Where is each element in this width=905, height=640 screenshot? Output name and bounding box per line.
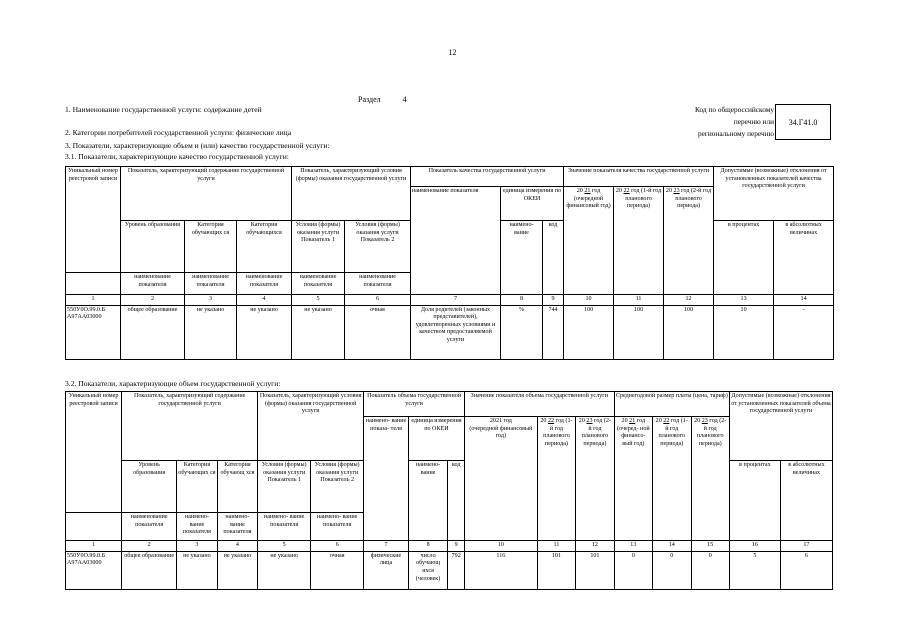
col-value-header: Значение показателя качества государственной услуги xyxy=(564,167,714,187)
nm-cell: наимено- вание показателя xyxy=(177,513,218,541)
unit-header: единица измерения по ОКЕИ xyxy=(408,417,464,461)
cell: 10 xyxy=(714,305,774,359)
unit-header: единица измерения по ОКЕИ xyxy=(501,187,564,221)
col-unique-header: Уникальный номер реестровой записи xyxy=(66,392,122,513)
cell: не указано xyxy=(258,551,311,589)
col-number: 1 xyxy=(66,295,121,306)
nm-cell: наименование показателя xyxy=(122,513,177,541)
col-number: 14 xyxy=(653,541,691,552)
fee-year2-header: 20 22 год (1-й год планового периода) xyxy=(653,417,691,541)
cell: очная xyxy=(345,305,411,359)
cond-spacer xyxy=(292,187,411,221)
number-row xyxy=(66,541,833,552)
section-heading xyxy=(358,95,407,104)
col-number: 12 xyxy=(576,541,614,552)
col-number: 2 xyxy=(121,295,185,306)
cell: Доля родителей (законных представителей), удовлетворенных условиями и качеством предоставляемой услуги xyxy=(411,305,501,359)
sub-cond1: Условия (формы) оказания услуги Показатель 1 xyxy=(258,461,311,513)
cell: 550У0О.99.0.Б А97АА03000 xyxy=(66,305,121,359)
vol-year1-header: 2021 год (очередной финансовый год) xyxy=(465,417,538,541)
cell: число обучающ ихся (человек) xyxy=(408,551,447,589)
cell: очная xyxy=(311,551,364,589)
cell: 5 xyxy=(729,551,780,589)
col-number: 10 xyxy=(465,541,538,552)
cell: не указано xyxy=(237,305,292,359)
cell: 6 xyxy=(780,551,832,589)
col-number: 8 xyxy=(501,295,543,306)
code-box: 34.Г41.0 xyxy=(775,104,831,140)
dev-abs: в абсолютных величинах xyxy=(774,221,834,295)
nm-cell: наименование показателя xyxy=(185,273,237,295)
col-number: 4 xyxy=(217,541,258,552)
cell: не указано xyxy=(292,305,345,359)
nm-cell: наимено- вание показателя xyxy=(217,513,258,541)
volume-title: 3.2. Показатели, характеризующие объем государственной услуги: xyxy=(65,379,281,388)
col-number: 1 xyxy=(66,541,122,552)
cell: - xyxy=(774,305,834,359)
nm-cell: наименование показателя xyxy=(345,273,411,295)
col-number: 6 xyxy=(311,541,364,552)
number-row xyxy=(66,295,834,306)
cond-spacer xyxy=(258,417,364,461)
col-number: 10 xyxy=(564,295,614,306)
col-number: 2 xyxy=(122,541,177,552)
dev-abs: в абсолютных величинах xyxy=(780,461,832,541)
cell: 792 xyxy=(448,551,465,589)
col-number: 4 xyxy=(237,295,292,306)
dev-pct: в процентах xyxy=(729,461,780,541)
cell: 550У0О.99.0.Б А97АА03000 xyxy=(66,551,122,589)
cell: общее образование xyxy=(121,305,185,359)
nm-cell: наименование показателя xyxy=(121,273,185,295)
cell: не указано xyxy=(217,551,258,589)
col-number: 7 xyxy=(364,541,409,552)
section-number: 4 xyxy=(402,95,407,104)
sub-code: код xyxy=(448,461,465,541)
cell: 100 xyxy=(564,305,614,359)
col-number: 14 xyxy=(774,295,834,306)
cell: 101 xyxy=(576,551,614,589)
col-number: 6 xyxy=(345,295,411,306)
col-number: 9 xyxy=(448,541,465,552)
nm-cell: наимено- вание показателя xyxy=(258,513,311,541)
col-number: 8 xyxy=(408,541,447,552)
ind-name-header: наимено- вание показа- теля xyxy=(364,417,409,541)
col-number: 11 xyxy=(614,295,664,306)
content-spacer xyxy=(121,187,292,221)
cell: 0 xyxy=(691,551,729,589)
col-number: 12 xyxy=(664,295,714,306)
col-unique-header: Уникальный номер реестровой записи xyxy=(66,167,121,273)
col-dev-header: Допустимые (возможные) отклонения от установленных показателей качества государственной услуги xyxy=(714,167,834,221)
vol-year2-header: 20 22 год (1-й год планового периода) xyxy=(537,417,575,541)
sub-cat1: Категория обучающих ся xyxy=(177,461,218,513)
col-number: 7 xyxy=(411,295,501,306)
col-number: 15 xyxy=(691,541,729,552)
col-number: 17 xyxy=(780,541,832,552)
col-cond-header: Показатель, характеризующий условия (формы) оказания государственной услуги xyxy=(292,167,411,187)
cell: физические лица xyxy=(364,551,409,589)
unique-spacer xyxy=(66,273,121,295)
sub-cat2: Категория обучающ хся xyxy=(217,461,258,513)
nm-cell: наимено- вание показателя xyxy=(311,513,364,541)
service-name: 1. Наименование государственной услуги: содержание детей xyxy=(65,105,262,114)
col-fee-header: Среднегодовой размер платы (цена, тариф) xyxy=(614,392,729,417)
quality-table xyxy=(65,166,834,360)
fee-year1-header: 20 21 год (очеред- ной финансо- вый год) xyxy=(614,417,652,541)
col-vol-header: Показатель объема государственной услуги xyxy=(364,392,465,417)
year3-header: 20 23 год (2-й год планового периода) xyxy=(664,187,714,295)
cell: 101 xyxy=(537,551,575,589)
content-spacer xyxy=(122,417,258,461)
volume-table xyxy=(65,391,833,590)
sub-cat1: Категория обучающих ся xyxy=(185,221,237,273)
nm-cell: наименование показателя xyxy=(292,273,345,295)
cell: общее образование xyxy=(122,551,177,589)
cell: не указано xyxy=(185,305,237,359)
cell: % xyxy=(501,305,543,359)
col-number: 11 xyxy=(537,541,575,552)
sub-level: Уровень образования xyxy=(122,461,177,513)
quality-title: 3.1. Показатели, характеризующие качество государственной услуги: xyxy=(65,152,289,161)
col-number: 5 xyxy=(292,295,345,306)
col-number: 5 xyxy=(258,541,311,552)
col-quality-header: Показатель качества государственной услуги xyxy=(411,167,564,187)
cell: 100 xyxy=(614,305,664,359)
section-label: Раздел xyxy=(358,95,381,104)
vol-year3-header: 20 23 год (2-й год планового периода) xyxy=(576,417,614,541)
sub-cond1: Условия (формы) оказания услуги Показатель 1 xyxy=(292,221,345,273)
col-number: 9 xyxy=(543,295,564,306)
cell: не указано xyxy=(177,551,218,589)
nm-cell: наименование показателя xyxy=(237,273,292,295)
table-row xyxy=(66,551,833,589)
unique-spacer xyxy=(66,513,122,541)
col-value-header: Значение показателя объема государственной услуги xyxy=(465,392,615,417)
sub-unit-name: наимено- вание xyxy=(501,221,543,295)
sub-cond2: Условия (формы) оказания услуги Показатель 2 xyxy=(345,221,411,273)
sub-level: Уровень образования xyxy=(121,221,185,273)
sub-cat2: Категория обучающихся xyxy=(237,221,292,273)
sub-cond2: Условия (формы) оказания услуги Показатель 2 xyxy=(311,461,364,513)
col-number: 3 xyxy=(185,295,237,306)
consumers: 2. Категории потребителей государственной услуги: физические лица xyxy=(65,128,292,137)
col-number: 13 xyxy=(714,295,774,306)
col-content-header: Показатель, характеризующий содержание государственной услуги xyxy=(121,167,292,187)
col-number: 16 xyxy=(729,541,780,552)
fee-year3-header: 20 23 год (2-й год планового периода) xyxy=(691,417,729,541)
table-row xyxy=(66,305,834,359)
page-number: 12 xyxy=(448,48,457,57)
col-number: 13 xyxy=(614,541,652,552)
col-cond-header: Показатель, характеризующий условия (формы) оказания государственной услуги xyxy=(258,392,364,417)
sub-code: код xyxy=(543,221,564,295)
year2-header: 20 22 год (1-й год планового периода) xyxy=(614,187,664,295)
col-number: 3 xyxy=(177,541,218,552)
col-content-header: Показатель, характеризующий содержание государственной услуги xyxy=(122,392,258,417)
cell: 100 xyxy=(664,305,714,359)
year1-header: 20 21 год (очередной финансовый год) xyxy=(564,187,614,295)
dev-pct: в процентах xyxy=(714,221,774,295)
cell: 0 xyxy=(614,551,652,589)
sub-unit-name: наимено- вание xyxy=(408,461,447,541)
ind-name-header: наименование показателя xyxy=(411,187,501,295)
code-label: Код по общероссийскому перечню или региональному перечню xyxy=(694,105,774,138)
indicators-title: 3. Показатели, характеризующие объем и (или) качество государственной услуги: xyxy=(65,141,330,150)
cell: 744 xyxy=(543,305,564,359)
col-dev-header: Допустимые (возможные) отклонения от установленных показателей объема государственной услуги xyxy=(729,392,832,461)
cell: 0 xyxy=(653,551,691,589)
cell: 116 xyxy=(465,551,538,589)
